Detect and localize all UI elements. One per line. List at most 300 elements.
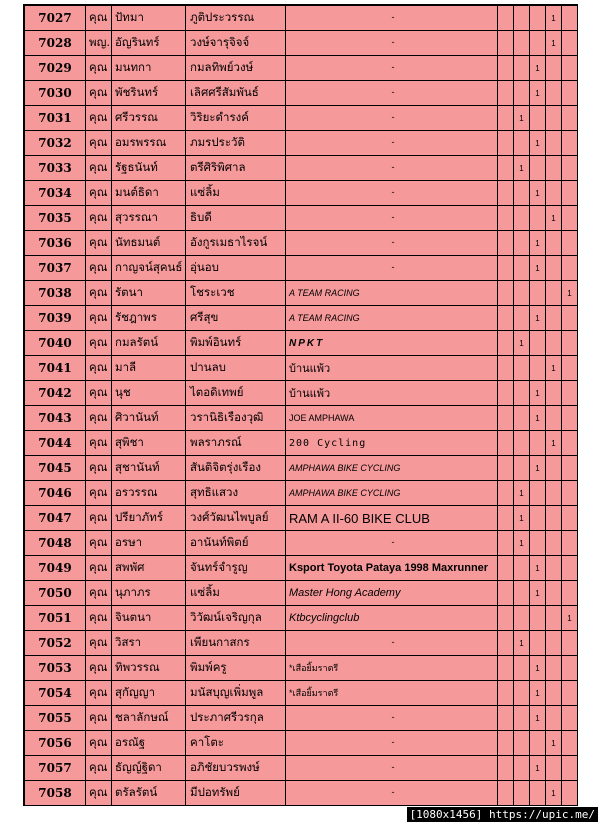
title-cell: คุณ [86,181,112,206]
category-mark-cell [562,656,578,681]
title-cell: คุณ [86,506,112,531]
club-cell: - [286,706,498,731]
category-mark-cell [514,781,530,806]
first-name-cell: สพพัศ [112,556,186,581]
surname-cell: วิวัฒน์เจริญกุล [186,606,286,631]
category-mark-cell [498,431,514,456]
category-mark-cell [546,381,562,406]
table-row [25,306,578,331]
category-mark-cell [514,706,530,731]
category-mark-cell [530,531,546,556]
rider-number-cell: 7050 [25,581,86,606]
category-mark-cell [546,756,562,781]
first-name-cell: อรษา [112,531,186,556]
category-mark-cell [546,581,562,606]
category-mark-cell [562,731,578,756]
title-cell: คุณ [86,156,112,181]
category-mark-cell [514,306,530,331]
rider-number-cell: 7028 [25,31,86,56]
table-row [25,756,578,781]
title-cell: คุณ [86,56,112,81]
first-name-cell: วิสรา [112,631,186,656]
surname-cell: วรานิธิเรืองวุฒิ [186,406,286,431]
category-mark-cell [498,281,514,306]
category-mark-cell [514,656,530,681]
club-cell: - [286,531,498,556]
category-mark-cell [498,406,514,431]
table-row [25,106,578,131]
category-mark-cell [562,106,578,131]
table-row [25,231,578,256]
surname-cell: อังกูรเมธาไรจน์ [186,231,286,256]
club-cell: Master Hong Academy [286,581,498,606]
category-mark-cell [530,106,546,131]
category-mark-cell [562,431,578,456]
category-mark-cell: 1 [546,31,562,56]
category-mark-cell [514,31,530,56]
title-cell: คุณ [86,306,112,331]
category-mark-cell: 1 [514,531,530,556]
rider-number-cell: 7039 [25,306,86,331]
category-mark-cell [562,581,578,606]
category-mark-cell [498,331,514,356]
first-name-cell: มนทกา [112,56,186,81]
title-cell: คุณ [86,456,112,481]
category-mark-cell [562,756,578,781]
category-mark-cell [546,181,562,206]
surname-cell: จันทร์จำรูญ [186,556,286,581]
table-row [25,506,578,531]
category-mark-cell [530,631,546,656]
rider-number-cell: 7046 [25,481,86,506]
category-mark-cell [514,456,530,481]
category-mark-cell [530,781,546,806]
category-mark-cell [498,731,514,756]
category-mark-cell [514,681,530,706]
category-mark-cell [530,6,546,31]
category-mark-cell [514,56,530,81]
category-mark-cell [546,506,562,531]
category-mark-cell [546,256,562,281]
category-mark-cell [514,756,530,781]
rider-number-cell: 7057 [25,756,86,781]
first-name-cell: มาลี [112,356,186,381]
table-row [25,656,578,681]
category-mark-cell: 1 [530,656,546,681]
category-mark-cell [562,531,578,556]
table-row [25,356,578,381]
registration-table-frame [23,4,578,806]
category-mark-cell [530,31,546,56]
table-row [25,381,578,406]
category-mark-cell [546,481,562,506]
table-row [25,556,578,581]
category-mark-cell [546,406,562,431]
category-mark-cell: 1 [530,256,546,281]
category-mark-cell [546,706,562,731]
category-mark-cell: 1 [530,381,546,406]
category-mark-cell [530,156,546,181]
category-mark-cell [562,456,578,481]
category-mark-cell [562,6,578,31]
first-name-cell: อมรพรรณ [112,131,186,156]
first-name-cell: ชลาลักษณ์ [112,706,186,731]
category-mark-cell [498,31,514,56]
club-cell: *เสือยิ้มราตรี [286,656,498,681]
table-row [25,606,578,631]
club-cell: - [286,31,498,56]
category-mark-cell: 1 [530,56,546,81]
club-cell: A TEAM RACING [286,281,498,306]
category-mark-cell [498,256,514,281]
club-cell: AMPHAWA BIKE CYCLING [286,456,498,481]
title-cell: คุณ [86,581,112,606]
first-name-cell: สุพิชา [112,431,186,456]
category-mark-cell: 1 [514,106,530,131]
category-mark-cell: 1 [546,6,562,31]
club-cell: - [286,106,498,131]
surname-cell: คาโตะ [186,731,286,756]
category-mark-cell [514,606,530,631]
table-row [25,531,578,556]
table-row [25,431,578,456]
table-row [25,6,578,31]
table-row [25,481,578,506]
first-name-cell: รัชฎาพร [112,306,186,331]
table-row [25,781,578,806]
category-mark-cell [546,156,562,181]
title-cell: คุณ [86,356,112,381]
rider-number-cell: 7056 [25,731,86,756]
category-mark-cell [562,256,578,281]
category-mark-cell [562,356,578,381]
club-cell: - [286,731,498,756]
category-mark-cell [546,281,562,306]
category-mark-cell [562,331,578,356]
category-mark-cell: 1 [514,156,530,181]
category-mark-cell [498,556,514,581]
first-name-cell: สุชานันท์ [112,456,186,481]
category-mark-cell [498,506,514,531]
club-cell: Ksport Toyota Pataya 1998 Maxrunner [286,556,498,581]
category-mark-cell: 1 [546,356,562,381]
rider-number-cell: 7038 [25,281,86,306]
category-mark-cell [498,81,514,106]
club-cell: - [286,56,498,81]
club-cell: - [286,756,498,781]
title-cell: คุณ [86,631,112,656]
category-mark-cell [530,331,546,356]
first-name-cell: กมลรัตน์ [112,331,186,356]
rider-number-cell: 7054 [25,681,86,706]
category-mark-cell [498,381,514,406]
first-name-cell: นุภาภร [112,581,186,606]
category-mark-cell: 1 [530,581,546,606]
category-mark-cell [562,81,578,106]
category-mark-cell: 1 [514,481,530,506]
surname-cell: วงศ์วัฒนไพบูลย์ [186,506,286,531]
table-row [25,181,578,206]
first-name-cell: รัฐธนันท์ [112,156,186,181]
first-name-cell: ปรียาภัทร์ [112,506,186,531]
category-mark-cell [498,6,514,31]
image-host-credit[interactable]: [1080x1456] https://upic.me/ [407,807,598,822]
category-mark-cell [530,731,546,756]
category-mark-cell: 1 [546,781,562,806]
rider-number-cell: 7041 [25,356,86,381]
rider-number-cell: 7036 [25,231,86,256]
category-mark-cell [562,231,578,256]
rider-number-cell: 7052 [25,631,86,656]
surname-cell: โชระเวช [186,281,286,306]
club-cell: 200 Cycling [286,431,498,456]
category-mark-cell: 1 [514,506,530,531]
rider-number-cell: 7042 [25,381,86,406]
surname-cell: พิมพ์อินทร์ [186,331,286,356]
title-cell: พญ. [86,31,112,56]
category-mark-cell [562,631,578,656]
category-mark-cell [562,481,578,506]
category-mark-cell [514,131,530,156]
category-mark-cell: 1 [514,331,530,356]
surname-cell: เลิศศรีสัมพันธ์ [186,81,286,106]
first-name-cell: กาญจน์สุคนธ์ [112,256,186,281]
club-cell: - [286,631,498,656]
title-cell: คุณ [86,6,112,31]
title-cell: คุณ [86,206,112,231]
category-mark-cell [562,556,578,581]
category-mark-cell [546,656,562,681]
category-mark-cell [562,506,578,531]
title-cell: คุณ [86,756,112,781]
category-mark-cell [514,731,530,756]
title-cell: คุณ [86,556,112,581]
category-mark-cell [498,456,514,481]
table-row [25,631,578,656]
club-cell: - [286,231,498,256]
surname-cell: ศรีสุข [186,306,286,331]
rider-number-cell: 7051 [25,606,86,631]
rider-number-cell: 7044 [25,431,86,456]
club-cell: NPKT [286,331,498,356]
surname-cell: ธิบดี [186,206,286,231]
surname-cell: สันติจิตรุ่งเรือง [186,456,286,481]
surname-cell: สุทธิแสวง [186,481,286,506]
category-mark-cell [498,131,514,156]
category-mark-cell: 1 [514,631,530,656]
title-cell: คุณ [86,656,112,681]
surname-cell: วิริยะดำรงค์ [186,106,286,131]
rider-number-cell: 7055 [25,706,86,731]
first-name-cell: ศิวานันท์ [112,406,186,431]
category-mark-cell: 1 [530,231,546,256]
category-mark-cell [562,706,578,731]
category-mark-cell [498,306,514,331]
category-mark-cell [562,56,578,81]
club-cell: - [286,156,498,181]
first-name-cell: นุช [112,381,186,406]
category-mark-cell [546,231,562,256]
rider-number-cell: 7040 [25,331,86,356]
table-row [25,731,578,756]
title-cell: คุณ [86,731,112,756]
surname-cell: วงษ์จารุจิจจ์ [186,31,286,56]
category-mark-cell [562,381,578,406]
table-row [25,131,578,156]
surname-cell: แซ่ลิ้ม [186,181,286,206]
category-mark-cell [498,631,514,656]
surname-cell: ตรีศิริพิศาล [186,156,286,181]
club-cell: - [286,181,498,206]
title-cell: คุณ [86,231,112,256]
table-row [25,56,578,81]
rider-number-cell: 7045 [25,456,86,481]
category-mark-cell: 1 [530,706,546,731]
category-mark-cell: 1 [530,406,546,431]
first-name-cell: สุกัญญา [112,681,186,706]
category-mark-cell [498,206,514,231]
club-cell: AMPHAWA BIKE CYCLING [286,481,498,506]
club-cell: - [286,131,498,156]
table-row [25,31,578,56]
category-mark-cell [514,206,530,231]
first-name-cell: ธัญญ์ฐิดา [112,756,186,781]
title-cell: คุณ [86,531,112,556]
category-mark-cell [514,431,530,456]
club-cell: บ้านแพ้ว [286,381,498,406]
category-mark-cell: 1 [562,281,578,306]
rider-number-cell: 7048 [25,531,86,556]
surname-cell: ประภาศรีวรกุล [186,706,286,731]
category-mark-cell [546,556,562,581]
first-name-cell: นัทธมนต์ [112,231,186,256]
club-cell: - [286,6,498,31]
first-name-cell: จินตนา [112,606,186,631]
surname-cell: กมลทิพย์วงษ์ [186,56,286,81]
club-cell: A TEAM RACING [286,306,498,331]
rider-number-cell: 7058 [25,781,86,806]
surname-cell: อานันท์พิตย์ [186,531,286,556]
category-mark-cell [514,256,530,281]
first-name-cell: รัตนา [112,281,186,306]
rider-number-cell: 7043 [25,406,86,431]
surname-cell: เพียนกาสกร [186,631,286,656]
table-row [25,406,578,431]
category-mark-cell [562,181,578,206]
first-name-cell: สุวรรณา [112,206,186,231]
category-mark-cell [562,781,578,806]
category-mark-cell [498,581,514,606]
category-mark-cell: 1 [546,206,562,231]
category-mark-cell [514,181,530,206]
first-name-cell: ตรัลรัตน์ [112,781,186,806]
category-mark-cell [530,356,546,381]
first-name-cell: พัชรินทร์ [112,81,186,106]
surname-cell: ปานลบ [186,356,286,381]
first-name-cell: อรณัฐ [112,731,186,756]
category-mark-cell [530,481,546,506]
category-mark-cell [546,606,562,631]
category-mark-cell [498,531,514,556]
title-cell: คุณ [86,256,112,281]
first-name-cell: อรวรรณ [112,481,186,506]
table-row [25,331,578,356]
club-cell: JOE AMPHAWA [286,406,498,431]
category-mark-cell [530,431,546,456]
table-row [25,581,578,606]
surname-cell: ภูติประวรรณ [186,6,286,31]
rider-number-cell: 7030 [25,81,86,106]
club-cell: - [286,256,498,281]
club-cell: RAM A II-60 BIKE CLUB [286,506,498,531]
category-mark-cell [546,631,562,656]
title-cell: คุณ [86,281,112,306]
category-mark-cell: 1 [530,81,546,106]
category-mark-cell [498,606,514,631]
category-mark-cell [514,81,530,106]
title-cell: คุณ [86,481,112,506]
category-mark-cell: 1 [530,756,546,781]
category-mark-cell [498,181,514,206]
category-mark-cell [562,156,578,181]
category-mark-cell [562,31,578,56]
table-row [25,81,578,106]
category-mark-cell [514,6,530,31]
category-mark-cell [562,306,578,331]
surname-cell: แซ่ลิ้ม [186,581,286,606]
first-name-cell: อัญรินทร์ [112,31,186,56]
category-mark-cell [498,56,514,81]
surname-cell: มนัสบุญเพิ่มพูล [186,681,286,706]
club-cell: - [286,781,498,806]
rider-number-cell: 7032 [25,131,86,156]
first-name-cell: มนต์ธิดา [112,181,186,206]
table-row [25,706,578,731]
category-mark-cell [514,231,530,256]
table-row [25,456,578,481]
first-name-cell: ปัทมา [112,6,186,31]
title-cell: คุณ [86,606,112,631]
category-mark-cell [530,606,546,631]
rider-number-cell: 7047 [25,506,86,531]
category-mark-cell [562,406,578,431]
title-cell: คุณ [86,431,112,456]
category-mark-cell [498,481,514,506]
surname-cell: พลราภรณ์ [186,431,286,456]
category-mark-cell [530,281,546,306]
category-mark-cell [498,706,514,731]
category-mark-cell: 1 [530,131,546,156]
table-row [25,156,578,181]
category-mark-cell [546,456,562,481]
category-mark-cell [498,681,514,706]
category-mark-cell [514,406,530,431]
table-row [25,256,578,281]
category-mark-cell [498,756,514,781]
table-row [25,206,578,231]
category-mark-cell [546,331,562,356]
category-mark-cell [498,356,514,381]
surname-cell: ภมรประวัติ [186,131,286,156]
rider-number-cell: 7037 [25,256,86,281]
registration-table [24,5,578,806]
title-cell: คุณ [86,81,112,106]
category-mark-cell [514,556,530,581]
category-mark-cell: 1 [546,731,562,756]
category-mark-cell [546,681,562,706]
category-mark-cell: 1 [530,681,546,706]
table-row [25,681,578,706]
